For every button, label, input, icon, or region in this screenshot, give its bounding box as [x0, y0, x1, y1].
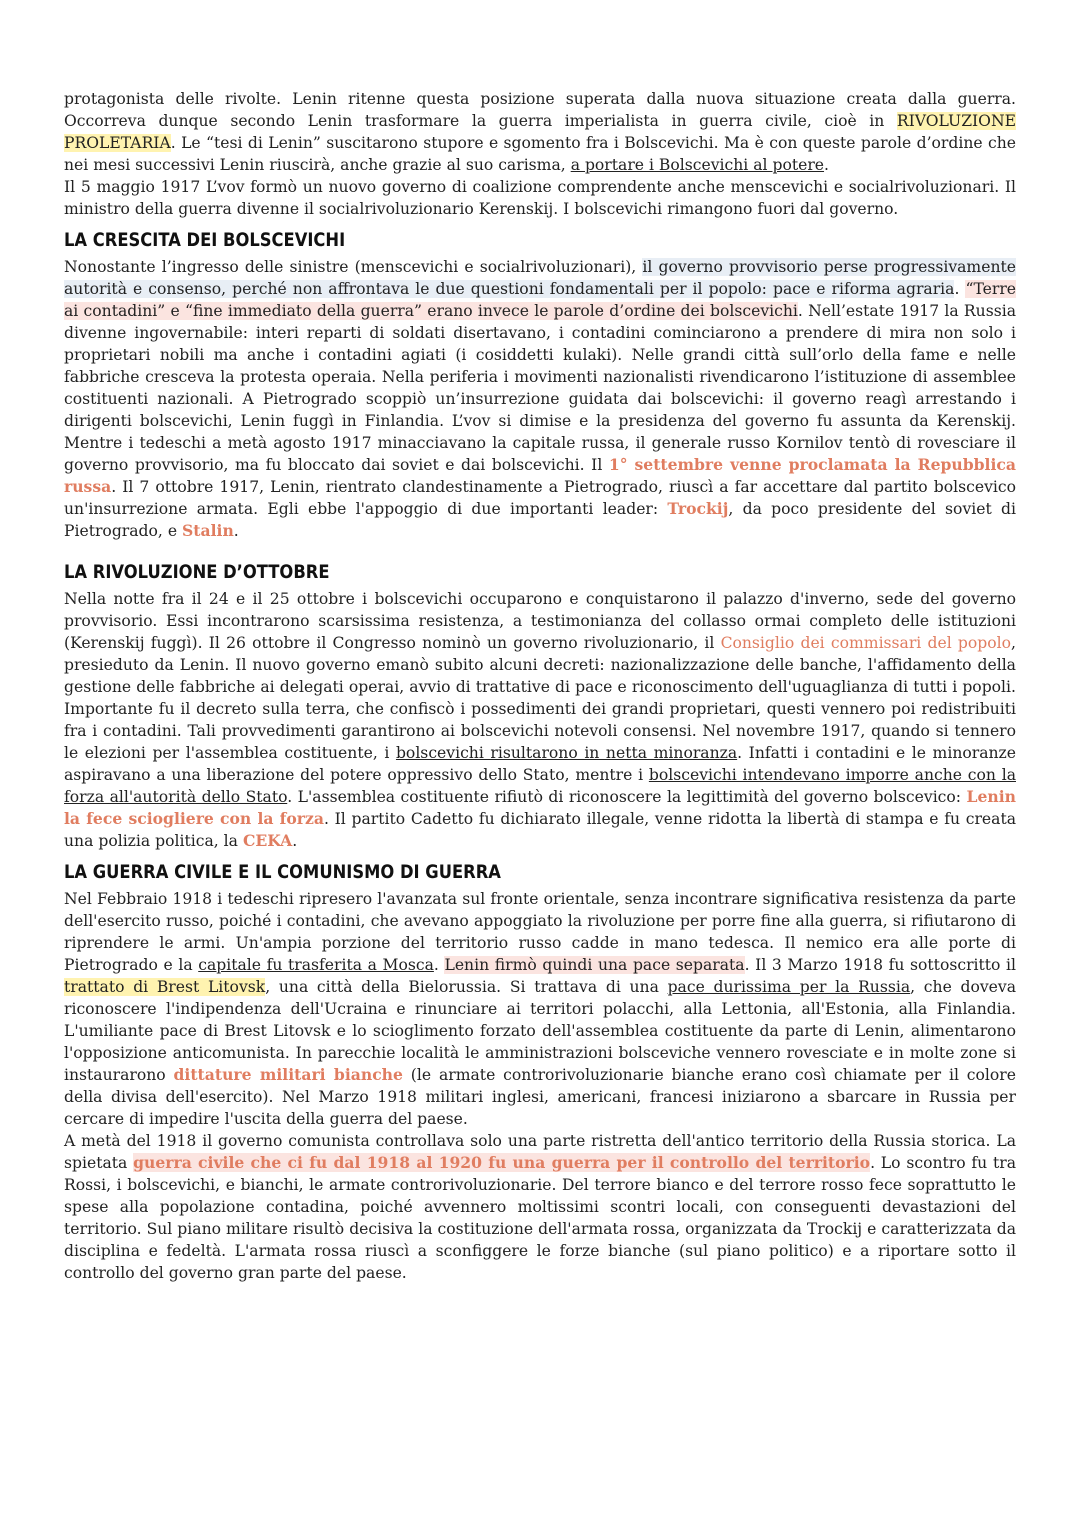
text-span: Nel Febbraio 1918 i tedeschi ripresero l'avanzata sul fronte orientale, senza incontrare significativa resistenza da parte dell'esercito russo, poiché i contadini, che avevano appoggiato la rivoluzione per porre fine alla guerra, si rifiutarono di riprendere le armi. Un' [64, 890, 1016, 952]
emphasis-span: Stalin [182, 521, 234, 540]
text-span: A metà del 1918 il governo comunista controllava solo una parte ristretta dell'antico territorio della Russia storica. La spietata [64, 1132, 1016, 1172]
text-span: . Il 7 ottobre 1917, Lenin, rientrato clandestinamente a Pietrogrado, riuscì a far accettare dal partito bolscevico un'insurrezione armata. Egli ebbe l'appoggio di due importanti leader: [64, 478, 1016, 518]
text-span: . Il nemico era alle porte di Pietrogrado e la [64, 934, 1016, 974]
emphasis-span: pace [772, 280, 811, 298]
emphasis-span: “Terre ai contadini” e “fine immediato della guerra” erano invece le parole d’ordine dei bolscevichi [64, 280, 1016, 320]
text-span: , i bolscevichi, e [106, 1176, 241, 1194]
text-span: ). Nelle grandi città [611, 346, 790, 364]
text-span: . Nel novembre 1917, quando si tennero le elezioni per l'assemblea costituente, i [64, 722, 1017, 762]
section-heading: LA RIVOLUZIONE D’OTTOBRE [64, 561, 330, 583]
text-span: . [233, 522, 239, 540]
emphasis-span: Lenin la fece sciogliere con la forza [64, 787, 1016, 828]
emphasis-span: pace durissima per la Russia [667, 978, 911, 996]
text-span: . [292, 832, 298, 850]
section-heading: LA GUERRA CIVILE E IL COMUNISMO DI GUERRA [64, 861, 501, 883]
text-span: . Lo scontro fu tra [870, 1154, 1016, 1172]
section-heading: LA CRESCITA DEI BOLSCEVICHI [64, 229, 346, 251]
paragraph [64, 88, 1016, 176]
emphasis-span: Trockij [806, 1220, 863, 1238]
text-span: . Infatti i contadini e le minoranze aspiravano a una liberazione del potere oppressivo dello Stato, mentre i [64, 744, 1017, 784]
emphasis-span: Trockij [667, 499, 729, 518]
emphasis-span: riforma agraria [831, 280, 955, 298]
text-span: . [824, 156, 829, 174]
paragraph [64, 588, 1016, 852]
section-guerra-civile [64, 858, 1016, 1284]
section-rivoluzione-ottobre [64, 558, 1016, 852]
text-span: , che doveva riconoscere l'indipendenza dell'Ucraina e rinunciare ai territori polacchi, alla Lettonia, all'Estonia, alla Finlandia. L'umiliante pace di Brest Litovsk e lo scioglimento forzato dell'assemblea costituente da parte di Lenin, alimentarono l' [64, 978, 1017, 1062]
text-span: Nonostante l’ingresso delle sinistre (menscevichi e socialrivoluzionari), [64, 258, 643, 276]
text-span: , una città della Bielorussia. Si trattava di una [265, 978, 668, 996]
text-span: comprendente anche menscevichi e socialrivoluzionari. Il ministro della guerra divenne il socialrivoluzionario [64, 178, 1016, 218]
text-span: . L'assemblea costituente rifiutò di riconoscere la legittimità del governo bolscevico: [287, 788, 967, 806]
paragraph [64, 1130, 1016, 1284]
emphasis-span: capitale fu trasferita a Mosca [198, 956, 434, 974]
emphasis-span: opposizione anticomunista [73, 1044, 285, 1062]
text-span: . [433, 956, 445, 974]
paragraph [64, 256, 1016, 542]
text-span: . Lenin ritenne questa posizione superata dalla nuova situazione creata dalla guerra. Occorreva dunque secondo Lenin trasformare la guerra imperialista in guerra civile, cioè in [64, 90, 1016, 130]
text-span: . [954, 280, 966, 298]
emphasis-span: il governo provvisorio perse progressivamente autorità e consenso, perché non affrontava le due questioni fondamentali per il popolo: [64, 258, 1016, 298]
text-span: Nella notte fra il 24 e il 25 ottobre i [64, 590, 375, 608]
emphasis-span: a portare i Bolscevichi al potere [570, 156, 825, 174]
paragraph [64, 176, 1016, 220]
text-span: . Nell’estate 1917 la Russia divenne ingovernabile: interi reparti di soldati disertavano, i contadini cominciarono a prendere di mira non solo i proprietari nobili ma anche i contadini agiati (i cosiddetti [64, 302, 1017, 364]
emphasis-span: bolscevichi intendevano imporre anche con la forza all'autorità dello Stato [64, 766, 1016, 806]
text-span: tentò di rovesciare il governo provvisorio, ma fu bloccato dai soviet e dai bolscevichi. Il [64, 434, 1016, 474]
text-span: Il 5 maggio 1917 L’vov formò un nuovo [64, 178, 382, 196]
text-span: . In parecchie località le amministrazioni bolsceviche vennero rovesciate e in molte zone si instaurarono [64, 1044, 1016, 1084]
emphasis-span: trattato di Brest Litovsk [64, 978, 266, 996]
section-intro [64, 88, 1016, 220]
text-span: (le armate controrivoluzionarie bianche erano così chiamate per il colore della divisa dell'esercito). Nel Marzo 1918 militari inglesi, americani, francesi iniziarono a sbarcare in Russia per cercare di impedire l'uscita della guerra del paese. [64, 1066, 1016, 1128]
emphasis-span: e [810, 280, 832, 298]
text-span: e nelle fabbriche cresceva la [64, 346, 1016, 386]
emphasis-span: provvedimenti garantirono ai bolscevichi notevoli consensi [221, 722, 692, 740]
emphasis-span: Lenin fuggì in Finlandia [240, 412, 440, 430]
emphasis-span: Rossi [64, 1176, 107, 1194]
text-span: . Le “tesi di Lenin” suscitarono stupore e sgomento fra i Bolscevichi. Ma è con queste parole d’ordine che nei mesi successivi Lenin riuscirà, anche grazie al suo carisma, [64, 134, 1016, 174]
text-span: . I bolscevichi rimangono fuori dal governo. [553, 200, 899, 218]
text-span: e caratterizzata da disciplina e fedeltà. L'armata rossa riuscì a sconfiggere le forze bianche (sul piano politico) e a riportare sotto il controllo del governo gran parte del paese. [64, 1220, 1016, 1282]
emphasis-span: dittature militari bianche [173, 1065, 403, 1084]
emphasis-span: kulaki [562, 346, 612, 364]
text-span: , da poco presidente del soviet di Pietrogrado, e [64, 500, 1016, 540]
paragraph [64, 888, 1016, 1130]
emphasis-span: CEKA [242, 831, 293, 850]
emphasis-span: guerra civile che ci fu dal 1918 al 1920 fu una guerra per il controllo del territorio [133, 1153, 871, 1172]
emphasis-span: bianchi [240, 1176, 299, 1194]
emphasis-span: Consiglio dei commissari del popolo [720, 634, 1012, 652]
emphasis-span: 1° settembre venne proclamata la Repubblica russa [64, 455, 1017, 496]
emphasis-span: Kerenskij [478, 200, 554, 218]
text-span: . Il partito Cadetto fu dichiarato illegale, venne ridotta la libertà di stampa e fu creata una polizia politica, la [64, 810, 1017, 850]
emphasis-span: bolscevichi risultarono in netta minoranza [395, 744, 738, 762]
emphasis-span: protagonista delle rivolte [64, 90, 277, 108]
text-span: . Il nuovo governo emanò subito alcuni decreti: nazionalizzazione delle banche, l'affidamento della gestione delle fabbriche ai delegati operai, avvio di trattative di pace e riconoscimento dell'uguaglianza di tutti i popoli. Importante fu il decreto sulla terra, che confiscò i possedimenti dei grandi proprietari, questi vennero poi redistribuiti fra i contadini. Tali [64, 656, 1016, 740]
text-span: . Nella periferia i movimenti nazionalisti rivendicarono l’istituzione di assemblee costituenti nazionali. A Pietrogrado scoppiò un’insurrezione guidata dai bolscevichi: il governo reagì arrestando i dirigenti bolscevichi, [64, 368, 1016, 430]
text-span: . Il 3 Marzo 1918 fu sottoscritto il [744, 956, 1016, 974]
emphasis-span: ampia porzione del territorio russo cadde in mano tedesca [263, 934, 770, 952]
emphasis-span: Lenin firmò quindi una pace separata [444, 956, 745, 974]
text-span: , sede del governo provvisorio. Essi incontrarono scarsissima resistenza, a testimonianza del collasso ormai completo delle istituzioni (Kerenskij fuggì). Il 26 ottobre il Congresso nominò un governo rivoluzionario, il [64, 590, 1016, 652]
text-span: , le armate controrivoluzionarie. Del terrore bianco e del terrore rosso fece soprattutto le spese alla popolazione contadina, poiché avvennero moltissimi scontri locali, con conseguenti devastazioni del territorio. Sul piano militare risultò decisiva la costituzione dell'armata rossa, organizzata da [64, 1176, 1016, 1238]
emphasis-span: governo di coalizione [381, 178, 552, 196]
emphasis-span: protesta operaia [240, 368, 372, 386]
section-crescita-bolscevichi [64, 226, 1016, 542]
emphasis-span: Kornilov [776, 434, 843, 452]
emphasis-span: bolscevichi occuparono e conquistarono il palazzo d'inverno [374, 590, 865, 608]
emphasis-span: Lenin [179, 656, 225, 674]
emphasis-span: sull’orlo della fame [789, 346, 950, 364]
emphasis-span: RIVOLUZIONE PROLETARIA [64, 112, 1016, 152]
text-span: . L’vov si dimise e la presidenza del governo fu assunta da Kerenskij. Mentre i tedeschi a metà agosto 1917 minacciavano la capitale russa, il generale russo [64, 412, 1016, 452]
text-span: , presieduto da [64, 634, 1016, 674]
